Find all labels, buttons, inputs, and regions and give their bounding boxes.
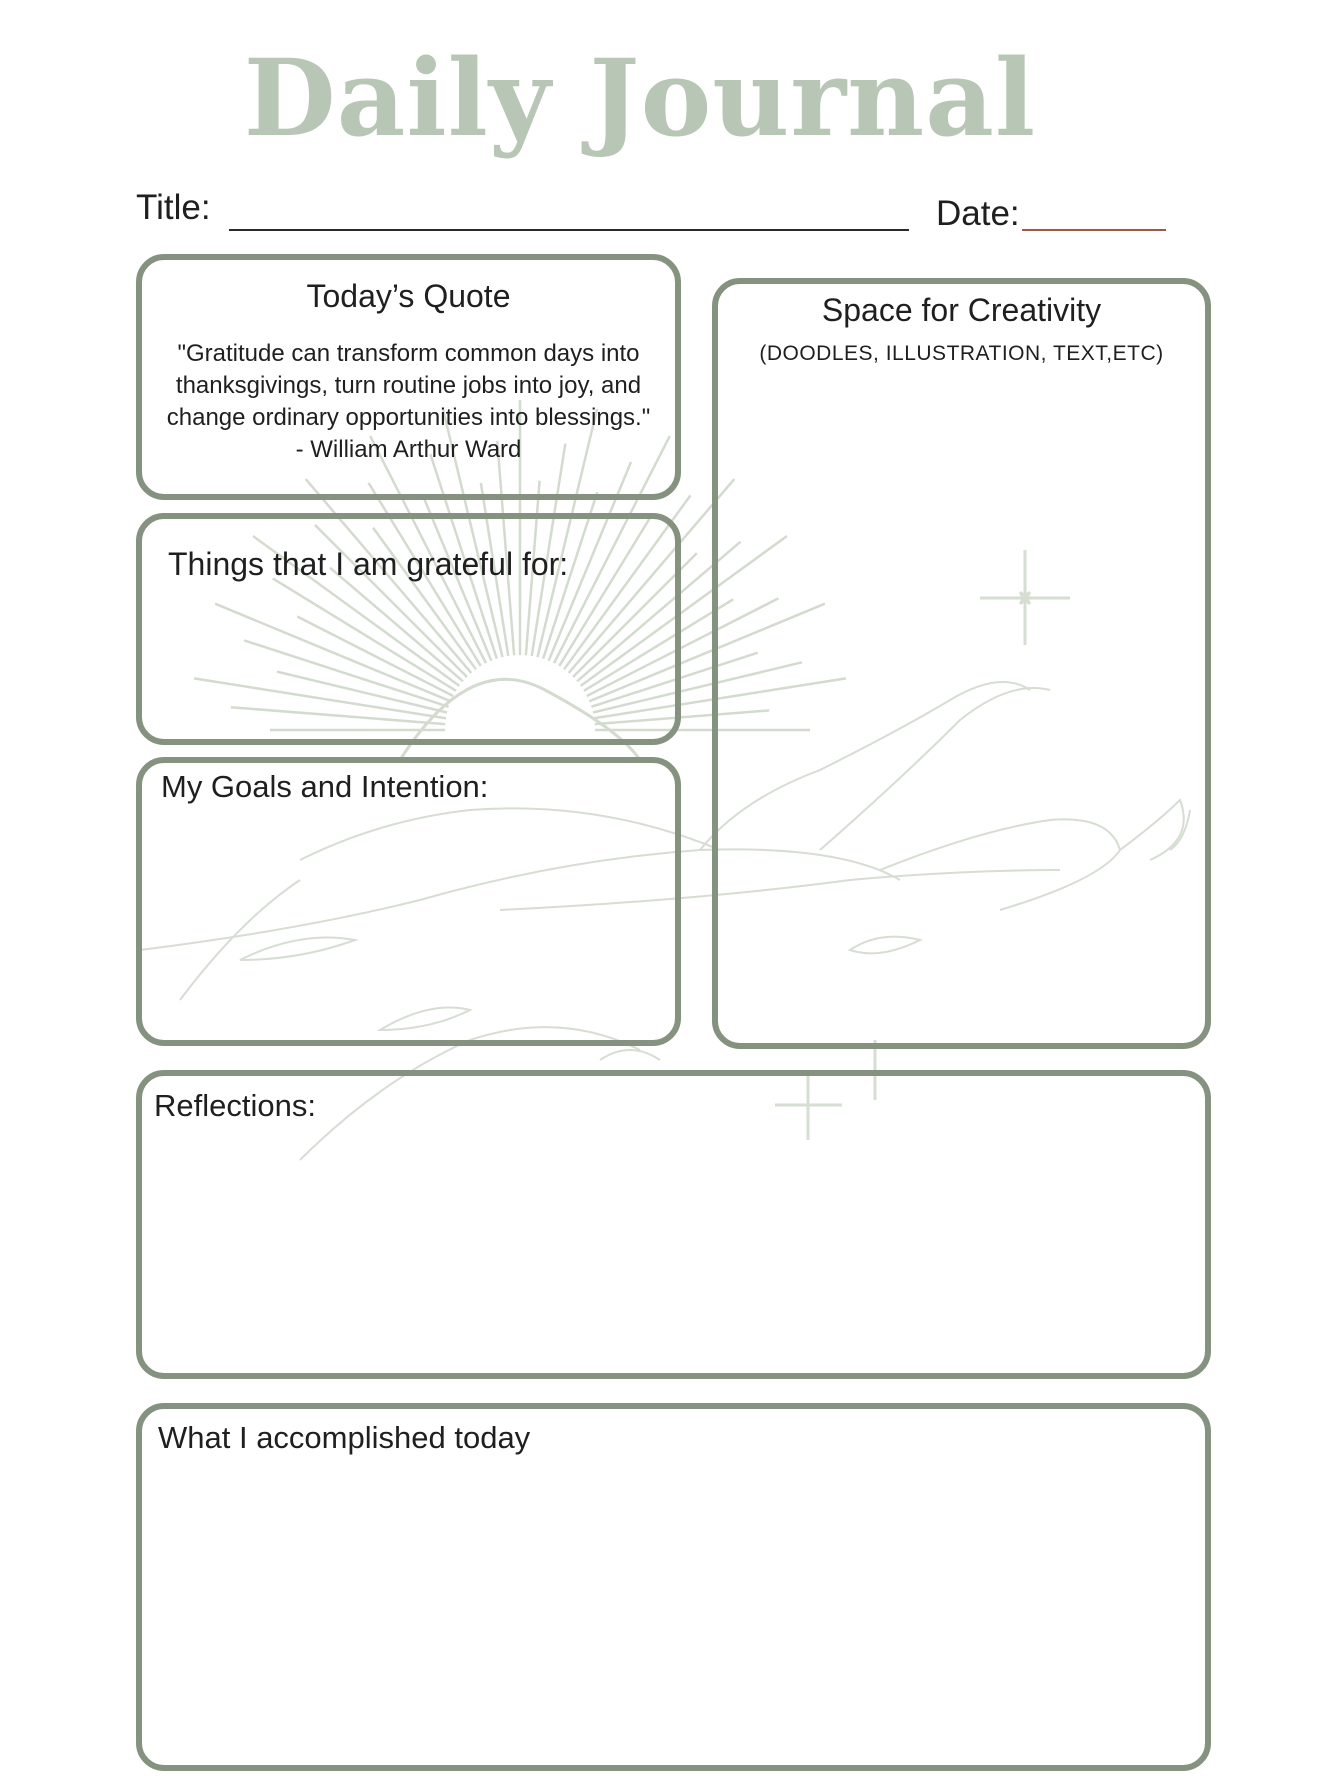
accomplished-heading: What I accomplished today [158,1420,531,1455]
creativity-heading: Space for Creativity [821,292,1102,328]
goals-heading: My Goals and Intention: [161,769,489,804]
title-input-line[interactable] [229,229,909,231]
quote-box [136,254,681,500]
reflections-box[interactable] [136,1070,1211,1379]
quote-author: - William Arthur Ward [295,436,522,463]
grateful-box[interactable] [136,513,681,745]
date-label: Date: [936,194,1020,233]
creativity-subheading: (DOODLES, ILLUSTRATION, TEXT,ETC) [759,342,1164,365]
accomplished-box[interactable] [136,1403,1211,1771]
reflections-heading: Reflections: [154,1088,316,1123]
title-label: Title: [136,188,211,227]
page-title: Daily Journal [243,35,1037,160]
quote-text: "Gratitude can transform common days into thanksgivings, turn routine jobs into joy, and change ordinary opportunities into blessings." [166,340,651,431]
creativity-box[interactable] [712,278,1211,1049]
quote-heading: Today’s Quote [306,278,511,314]
grateful-heading: Things that I am grateful for: [168,546,569,582]
goals-box[interactable] [136,757,681,1046]
quote-text-block [152,338,665,466]
date-input-line[interactable] [1022,229,1166,231]
